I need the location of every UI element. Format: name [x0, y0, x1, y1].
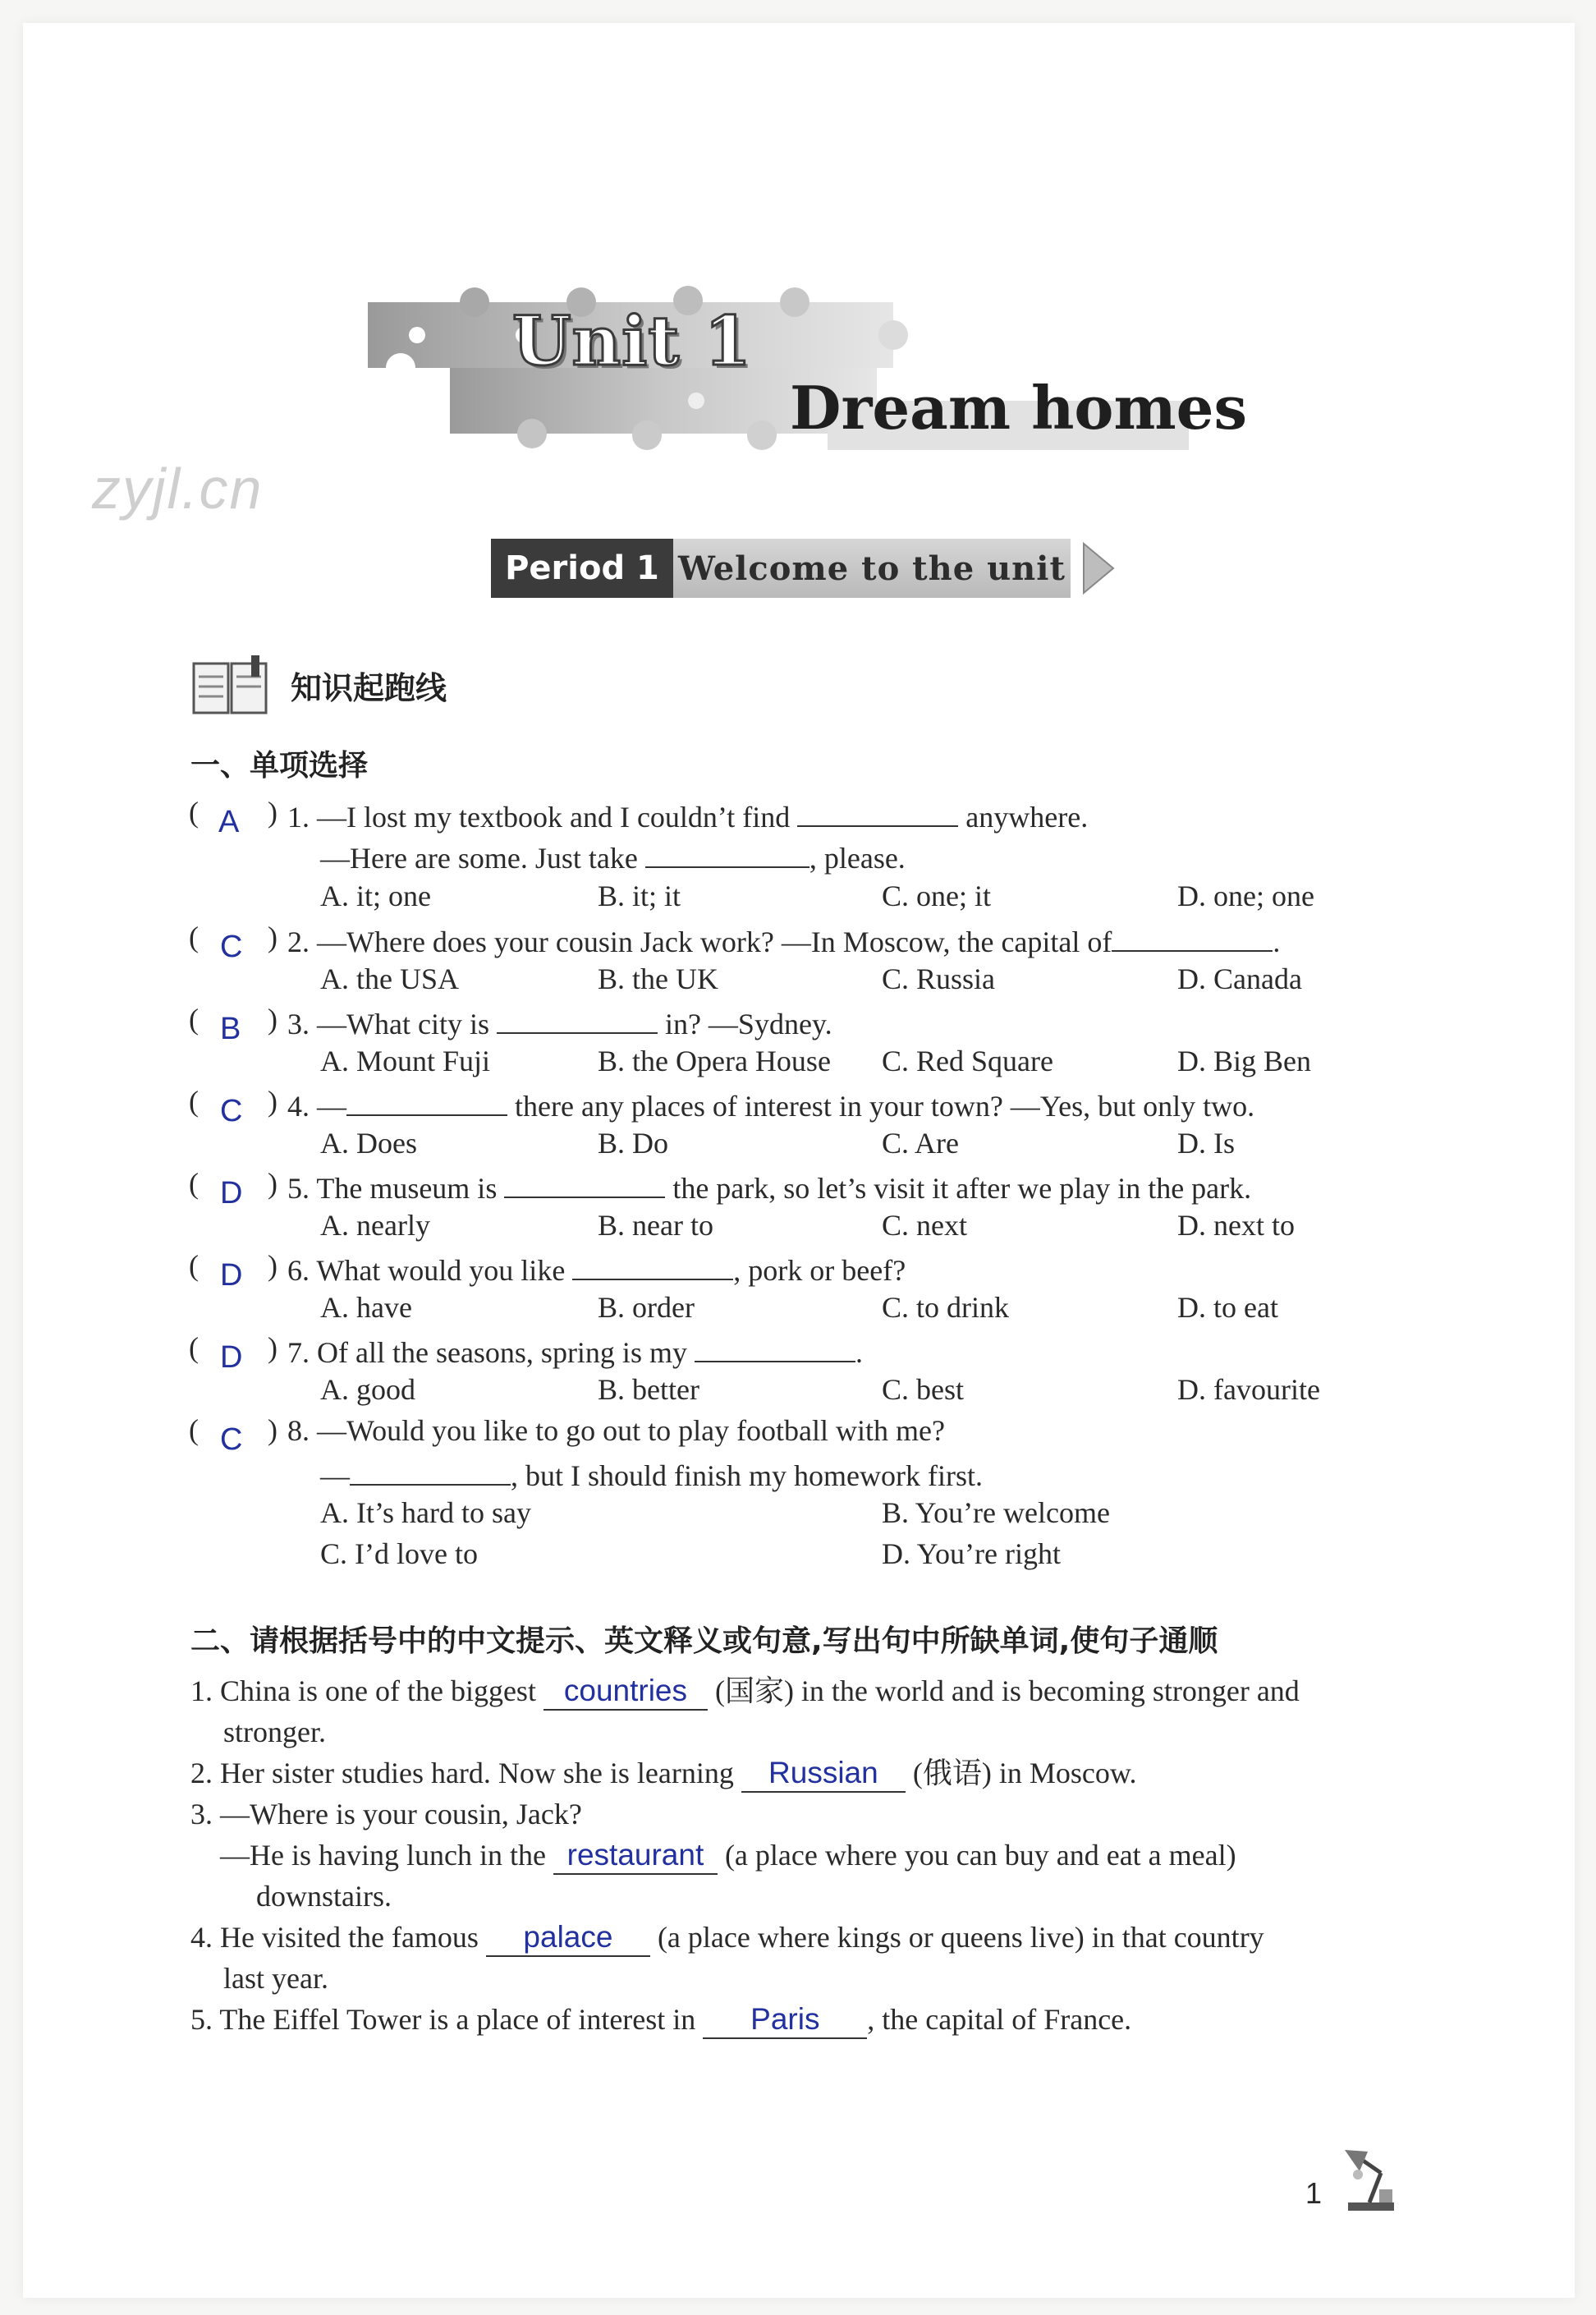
- answer-bracket: (: [189, 921, 199, 953]
- q6-option-b: B. order: [598, 1291, 695, 1324]
- q6-option-c: C. to drink: [882, 1291, 1010, 1324]
- q8-option-d: D. You’re right: [882, 1537, 1062, 1570]
- q1-option-b: B. it; it: [598, 880, 681, 912]
- unit-title: Unit 1: [512, 302, 752, 381]
- q5-option-a: A. nearly: [320, 1209, 430, 1242]
- unit-subtitle: Dream homes: [790, 373, 1247, 443]
- q7-stem: 7. Of all the seasons, spring is my .: [287, 1328, 863, 1373]
- q4-option-b: B. Do: [598, 1127, 669, 1160]
- period-banner: [491, 539, 1117, 598]
- q1-stem-2: —Here are some. Just take , please.: [320, 834, 906, 879]
- answer-bracket: ): [268, 921, 277, 953]
- answer-bracket: (: [189, 796, 199, 829]
- q2-option-a: A. the USA: [320, 962, 459, 995]
- fill-item-4: 4. He visited the famous palace (a place where kings or queens live) in that country: [190, 1917, 1264, 1958]
- q3-option-a: A. Mount Fuji: [320, 1045, 491, 1077]
- fill-answer-1: countries: [543, 1673, 708, 1711]
- q1-stem: 1. —I lost my textbook and I couldn’t find anywhere.: [287, 792, 1088, 838]
- q7-option-b: B. better: [598, 1373, 699, 1406]
- q4-option-c: C. Are: [882, 1127, 959, 1160]
- q7-option-a: A. good: [320, 1373, 415, 1406]
- q6-option-a: A. have: [320, 1291, 412, 1324]
- fill-answer-3: restaurant: [553, 1837, 718, 1875]
- q3-stem: 3. —What city is in? —Sydney.: [287, 999, 832, 1045]
- q6-stem: 6. What would you like , pork or beef?: [287, 1246, 906, 1291]
- fill-item-1-cont: stronger.: [223, 1716, 326, 1748]
- q8-stem-2: — , but I should finish my homework first.: [320, 1451, 983, 1496]
- q4-stem: 4. — there any places of interest in your town? —Yes, but only two.: [287, 1082, 1254, 1127]
- q6-answer: D: [220, 1258, 243, 1293]
- fill-item-2: 2. Her sister studies hard. Now she is learning Russian (俄语) in Moscow.: [190, 1752, 1137, 1794]
- book-icon: [190, 654, 269, 716]
- section-header: [190, 654, 447, 716]
- q2-option-b: B. the UK: [598, 962, 718, 995]
- q4-answer: C: [220, 1094, 243, 1128]
- fill-item-1: 1. China is one of the biggest countries (国家) in the world and is becoming stronger and: [190, 1670, 1300, 1711]
- answer-bracket: (: [189, 1003, 199, 1036]
- q1-option-a: A. it; one: [320, 880, 431, 912]
- q3-option-d: D. Big Ben: [1177, 1045, 1312, 1077]
- q7-answer: D: [220, 1340, 243, 1375]
- q5-option-d: D. next to: [1177, 1209, 1295, 1242]
- q5-stem: 5. The museum is the park, so let’s visit it after we play in the park.: [287, 1164, 1251, 1209]
- q5-option-c: C. next: [882, 1209, 967, 1242]
- answer-bracket: ): [268, 796, 277, 829]
- q1-answer: A: [218, 805, 240, 839]
- q1-option-c: C. one; it: [882, 880, 991, 912]
- fill-item-5: 5. The Eiffel Tower is a place of interest in Paris , the capital of France.: [190, 1999, 1131, 2040]
- q7-option-d: D. favourite: [1177, 1373, 1320, 1406]
- page-number: 1: [1305, 2176, 1323, 2210]
- q8-stem: 8. —Would you like to go out to play football with me?: [287, 1414, 945, 1447]
- fill-item-3: 3. —Where is your cousin, Jack?: [190, 1798, 582, 1830]
- q8-answer: C: [220, 1422, 243, 1457]
- q2-option-d: D. Canada: [1177, 962, 1302, 995]
- q2-stem: 2. —Where does your cousin Jack work? —In Moscow, the capital of .: [287, 917, 1280, 962]
- fill-item-3-line2: —He is having lunch in the restaurant (a place where you can buy and eat a meal): [220, 1835, 1236, 1876]
- fill-answer-5: Paris: [703, 2001, 867, 2039]
- q3-answer: B: [220, 1012, 241, 1046]
- desk-lamp-icon: [1330, 2143, 1404, 2212]
- q7-option-c: C. best: [882, 1373, 965, 1406]
- part2-title: 二、请根据括号中的中文提示、英文释义或句意,写出句中所缺单词,使句子通顺: [190, 1624, 1218, 1658]
- q2-answer: C: [220, 930, 243, 964]
- q8-option-a: A. It’s hard to say: [320, 1496, 531, 1529]
- fill-item-4-cont: last year.: [223, 1962, 328, 1995]
- fill-item-3-cont: downstairs.: [256, 1880, 392, 1913]
- answer-bracket: (: [189, 1085, 199, 1118]
- q6-option-d: D. to eat: [1177, 1291, 1278, 1324]
- answer-bracket: (: [189, 1413, 199, 1446]
- answer-bracket: ): [268, 1413, 277, 1446]
- arrow-right-icon: [1080, 542, 1117, 595]
- answer-bracket: ): [268, 1085, 277, 1118]
- fill-answer-2: Russian: [741, 1755, 906, 1793]
- period-label: Period 1: [491, 539, 673, 598]
- q4-option-a: A. Does: [320, 1127, 417, 1160]
- answer-bracket: (: [189, 1331, 199, 1364]
- fill-answer-4: palace: [486, 1919, 650, 1957]
- q4-option-d: D. Is: [1177, 1127, 1235, 1160]
- part1-title: 一、单项选择: [190, 749, 369, 783]
- q3-option-b: B. the Opera House: [598, 1045, 831, 1077]
- answer-bracket: ): [268, 1249, 277, 1282]
- q8-option-b: B. You’re welcome: [882, 1496, 1110, 1529]
- q1-option-d: D. one; one: [1177, 880, 1314, 912]
- period-name: Welcome to the unit: [673, 539, 1071, 598]
- q2-option-c: C. Russia: [882, 962, 996, 995]
- answer-bracket: (: [189, 1249, 199, 1282]
- q3-option-c: C. Red Square: [882, 1045, 1053, 1077]
- answer-bracket: ): [268, 1003, 277, 1036]
- section-title: 知识起跑线: [291, 669, 447, 706]
- answer-bracket: (: [189, 1167, 199, 1200]
- answer-bracket: ): [268, 1331, 277, 1364]
- q8-option-c: C. I’d love to: [320, 1537, 478, 1570]
- q5-option-b: B. near to: [598, 1209, 713, 1242]
- answer-bracket: ): [268, 1167, 277, 1200]
- q5-answer: D: [220, 1176, 243, 1210]
- watermark-logo: zyjl.cn: [92, 457, 264, 521]
